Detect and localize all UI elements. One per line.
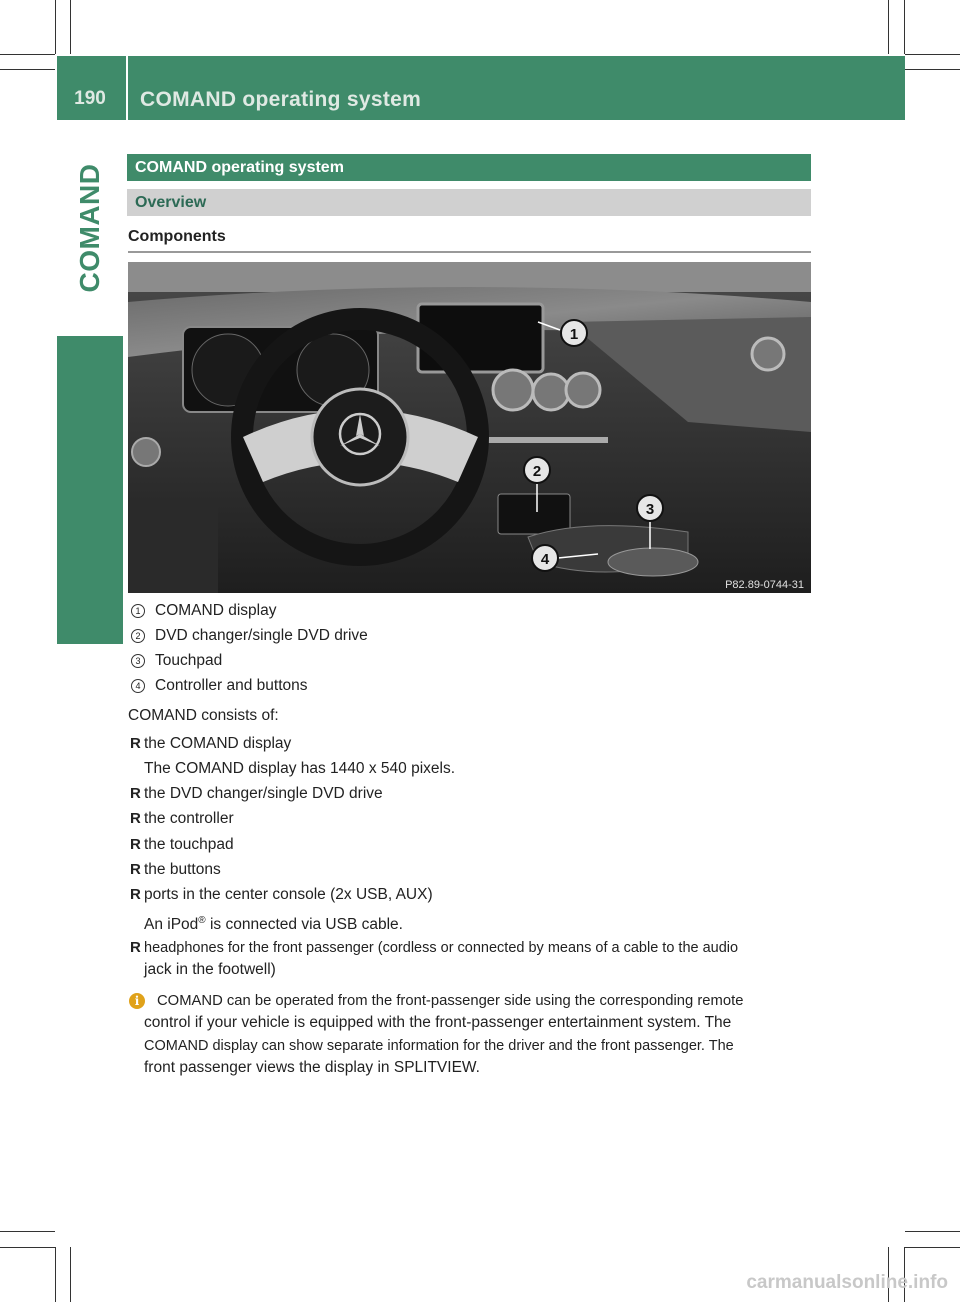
crop-mark [905, 69, 960, 70]
header-divider [126, 56, 128, 120]
crop-mark [904, 0, 905, 54]
crop-mark [905, 1247, 960, 1248]
ipod-text-rest: is connected via USB cable. [205, 916, 403, 934]
legend-item [131, 676, 308, 696]
info-text: COMAND can be operated from the front-passenger side using the corresponding remote [157, 993, 744, 1009]
crop-mark [0, 1231, 55, 1232]
side-tab-label: COMAND [74, 163, 105, 293]
bullet-marker: R [130, 939, 141, 956]
legend-number: 3 [131, 654, 145, 668]
dvd-slot-shape [498, 494, 570, 534]
crop-mark [55, 1247, 56, 1302]
bullet-marker: R [130, 836, 141, 853]
svg-text:4: 4 [540, 551, 550, 568]
bullet-text: the buttons [144, 861, 221, 878]
section-subtitle: Overview [127, 189, 811, 216]
page-number: 190 [74, 88, 106, 109]
bullet-subtext [144, 911, 403, 935]
callout-4 [532, 545, 558, 571]
crop-mark [0, 1247, 55, 1248]
side-tab-block [57, 336, 123, 644]
bullet-text: ports in the center console (2x USB, AUX) [144, 886, 433, 903]
bullet-text: jack in the footwell) [144, 961, 276, 978]
watermark-url: carmanualsonline.info [746, 1272, 948, 1293]
crop-mark [70, 0, 71, 54]
bullet-marker: R [130, 810, 141, 827]
info-text: front passenger views the display in SPLITVIEW. [144, 1059, 480, 1076]
crop-mark [70, 1247, 71, 1302]
bullet-marker: R [130, 886, 141, 903]
svg-text:3: 3 [645, 501, 655, 518]
bullet-marker: R [130, 735, 141, 752]
bullet-text: the touchpad [144, 836, 234, 853]
consists-of-text: COMAND consists of: [128, 707, 279, 724]
heading-rule [128, 251, 811, 253]
legend-label: Touchpad [155, 652, 223, 669]
bullet-text: the COMAND display [144, 735, 292, 752]
legend-label: DVD changer/single DVD drive [155, 627, 368, 644]
legend-item [131, 626, 368, 646]
bullet-text: the controller [144, 810, 234, 827]
crop-mark [0, 69, 55, 70]
components-heading: Components [128, 228, 226, 245]
callout-3 [637, 495, 663, 521]
bullet-text: the DVD changer/single DVD drive [144, 785, 383, 802]
legend-label: Controller and buttons [155, 677, 308, 694]
bullet-subtext: The COMAND display has 1440 x 540 pixels. [144, 760, 456, 777]
ipod-text: An iPod [144, 916, 199, 934]
bullet-marker: R [130, 785, 141, 802]
legend-number: 4 [131, 679, 145, 693]
header-title: COMAND operating system [140, 88, 422, 111]
legend-item [131, 601, 276, 621]
legend-item [131, 651, 222, 671]
registered-mark: ® [198, 915, 206, 926]
crop-mark [888, 0, 889, 54]
info-icon: i [129, 993, 145, 1009]
legend-label: COMAND display [155, 602, 277, 619]
side-tab [57, 121, 123, 335]
crop-mark [905, 54, 960, 55]
svg-text:1: 1 [569, 326, 579, 343]
svg-text:2: 2 [532, 463, 542, 480]
info-text: control if your vehicle is equipped with the front-passenger entertainment system. The [144, 1014, 732, 1031]
crop-mark [0, 54, 55, 55]
legend-number: 2 [131, 629, 145, 643]
legend-number: 1 [131, 604, 145, 618]
bullet-marker: R [130, 861, 141, 878]
info-text: COMAND display can show separate information for the driver and the front passenger. The [144, 1038, 734, 1054]
crop-mark [55, 0, 56, 54]
callout-2 [524, 457, 550, 483]
section-title: COMAND operating system [127, 154, 811, 181]
bullet-text: headphones for the front passenger (cordless or connected by means of a cable to the audio [144, 940, 739, 956]
callout-1 [561, 320, 587, 346]
crop-mark [905, 1231, 960, 1232]
dashboard-photo [128, 262, 811, 593]
figure-code: P82.89-0744-31 [725, 579, 804, 591]
